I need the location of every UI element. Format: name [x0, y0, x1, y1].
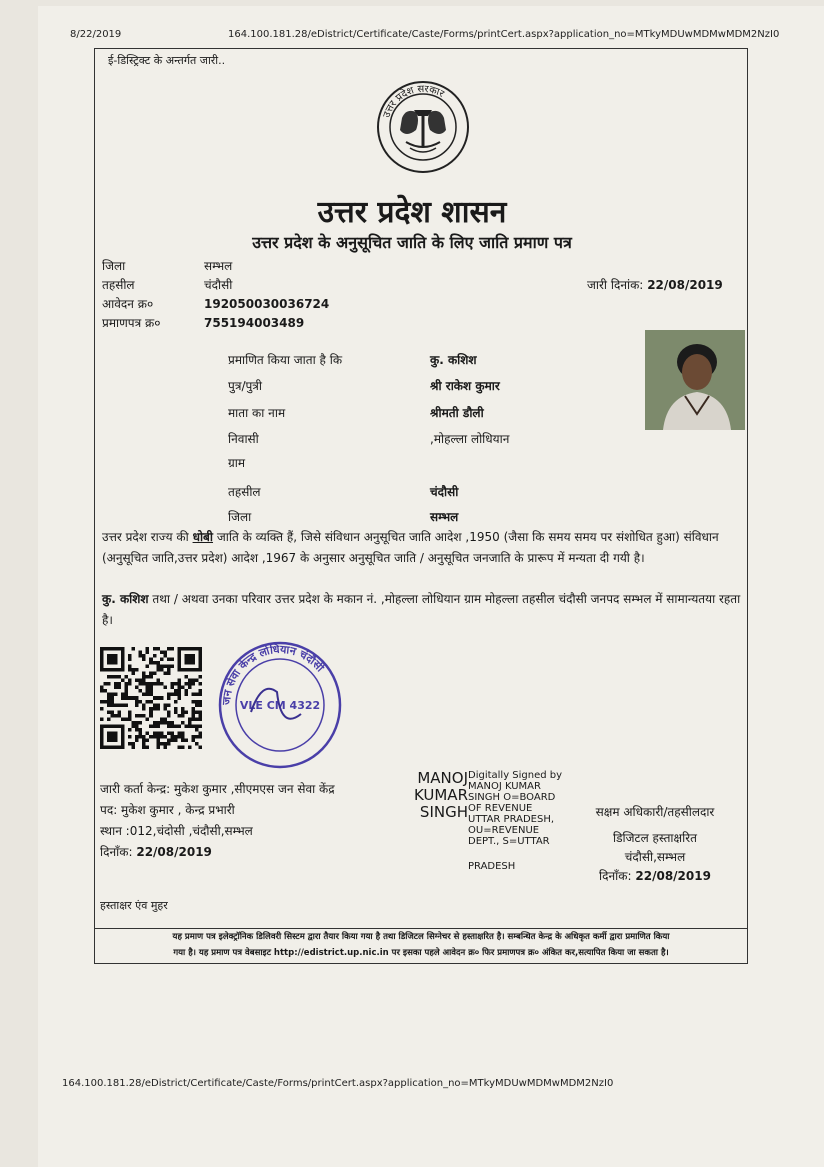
signature-detail-line: UTTAR PRADESH, [468, 814, 555, 825]
meta-block [102, 257, 329, 333]
signature-details [468, 770, 578, 847]
disclaimer-line: यह प्रमाण पत्र इलेक्ट्रॉनिक डिलिवरी सिस्टम द्वारा तैयार किया गया है तथा डिजिटल सिग्नेचर से हस्ताक्षरित है। सम्बन्धित केन्द्र के अधिकृत कर्मी द्वारा प्रमाणित किया [172, 932, 670, 942]
certificate-label: प्रमाणपत्र क्र० [102, 316, 161, 330]
issuer-date [100, 842, 335, 863]
caste-name: धोबी [192, 530, 214, 544]
signer-name-line: SINGH [419, 803, 468, 821]
tehsil-value: चंदौसी [204, 278, 233, 292]
csc-stamp [217, 640, 343, 770]
signature-seal-label: हस्ताक्षर एंव मुहर [100, 899, 168, 912]
signature-detail-line: SINGH O=BOARD [468, 792, 556, 803]
field-value: सम्भल [430, 510, 459, 524]
field-label: निवासी [228, 432, 259, 446]
authority-title: सक्षम अधिकारी/तहसीलदार [595, 805, 715, 819]
field-label: माता का नाम [228, 406, 286, 420]
field-label: प्रमाणित किया जाता है कि [228, 353, 343, 367]
field-label: जिला [228, 510, 252, 524]
authority-date-label: दिनाँक: [599, 869, 632, 883]
caste-statement-post: जाति के व्यक्ति हैं, जिसे संविधान अनुसूचित जाति आदेश ,1950 (जैसा कि समय समय पर संशोधित हुआ) संविधान (अनुसूचित जाति,उत्तर प्रदेश) आदेश ,1967 के अनुसार अनुसूचित जाति / अनुसूचित जनजाति के प्रारूप में मन्यता दी गयी है। [102, 530, 719, 565]
signature-detail-line: OF REVENUE [468, 803, 533, 814]
field-label: ग्राम [228, 456, 246, 470]
district-value: सम्भल [204, 259, 233, 273]
authority-block [570, 829, 740, 886]
issuer-place: स्थान :012,चंदोसी ,चंदौसी,सम्भल [100, 824, 253, 838]
field-value: श्री राकेश कुमार [430, 379, 500, 393]
field-value: श्रीमती डौली [430, 406, 484, 420]
issuer-date-label: दिनाँक: [100, 845, 133, 859]
signature-detail-line: DEPT., S=UTTAR [468, 836, 550, 847]
print-footer-url: 164.100.181.28/eDistrict/Certificate/Caste/Forms/printCert.aspx?application_no=MTkyMDUwMDMwMDM2NzI0 [62, 1078, 614, 1089]
emblem-text: उत्तर प्रदेश सरकार [381, 83, 446, 120]
stamp-center-text: VLE CM 4322 [239, 699, 321, 712]
application-number: 192050030036724 [204, 297, 330, 311]
certificate-subtitle: उत्तर प्रदेश के अनुसूचित जाति के लिए जाति प्रमाण पत्र [252, 233, 572, 252]
issuer-date-value: 22/08/2019 [136, 845, 212, 859]
disclaimer [94, 928, 748, 961]
tehsil-label: तहसील [102, 278, 135, 292]
issuer-block [100, 779, 335, 863]
field-value: चंदौसी [430, 485, 459, 499]
certificate-number: 755194003489 [204, 316, 305, 330]
disclaimer-line: गया है। यह प्रमाण पत्र वेबसाइट http://edistrict.up.nic.in पर इसका पहले आवेदन क्र० फिर प्रमाणपत्र क्र० अंकित कर,सत्यापित किया जा सकता है। [173, 948, 669, 958]
certificate-title: उत्तर प्रदेश शासन [317, 195, 507, 230]
qr-code [100, 646, 202, 750]
issue-date [587, 276, 723, 293]
field-value: ,मोहल्ला लोधियान [430, 432, 510, 446]
holder-name: कु. कशिश [102, 592, 149, 606]
authority-date-value: 22/08/2019 [635, 869, 711, 883]
field-label: तहसील [228, 485, 261, 499]
caste-statement [102, 527, 742, 569]
application-label: आवेदन क्र० [102, 297, 154, 311]
signer-name-line: KUMAR [413, 786, 468, 804]
signature-detail-line: Digitally Signed by [468, 770, 563, 781]
residence-statement [102, 589, 742, 631]
signer-name-line: MANOJ [417, 769, 468, 787]
authority-place: चंदौसी,सम्भल [624, 850, 686, 864]
caste-statement-pre: उत्तर प्रदेश राज्य की [102, 530, 193, 544]
district-label: जिला [102, 259, 126, 273]
edistrict-note: ई-डिस्ट्रिक्ट के अन्तर्गत जारी.. [108, 54, 226, 67]
issuer-post: पद: मुकेश कुमार , केन्द्र प्रभारी [100, 803, 235, 817]
authority-date [570, 867, 740, 886]
field-label: पुत्र/पुत्री [228, 379, 263, 393]
residence-text: तथा / अथवा उनका परिवार उत्तर प्रदेश के मकान नं. ,मोहल्ला लोधियान ग्राम मोहल्ला तहसील चंदौसी जनपद सम्भल में सामान्यतया रहता है। [102, 592, 741, 627]
field-value: कु. कशिश [430, 353, 477, 367]
authority-digital: डिजिटल हस्ताक्षरित [613, 831, 697, 845]
print-date: 8/22/2019 [70, 29, 122, 40]
signer-name [408, 770, 468, 821]
up-government-emblem [376, 80, 470, 174]
signature-detail-line: MANOJ KUMAR [468, 781, 541, 792]
signature-pradesh: PRADESH [468, 861, 516, 872]
issuer-center: जारी कर्ता केन्द्र: मुकेश कुमार ,सीएमएस जन सेवा केंद्र [100, 782, 335, 796]
issue-date-label: जारी दिनांक: [587, 278, 644, 292]
print-url: 164.100.181.28/eDistrict/Certificate/Caste/Forms/printCert.aspx?application_no=MTkyMDUwMDMwMDM2NzI0 [228, 29, 780, 40]
applicant-photo [645, 330, 745, 430]
signature-detail-line: OU=REVENUE [468, 825, 540, 836]
stamp-ring-text: जन सेवा केन्द्र लोधियान चंदौसी [219, 642, 327, 706]
issue-date-value: 22/08/2019 [647, 278, 723, 292]
